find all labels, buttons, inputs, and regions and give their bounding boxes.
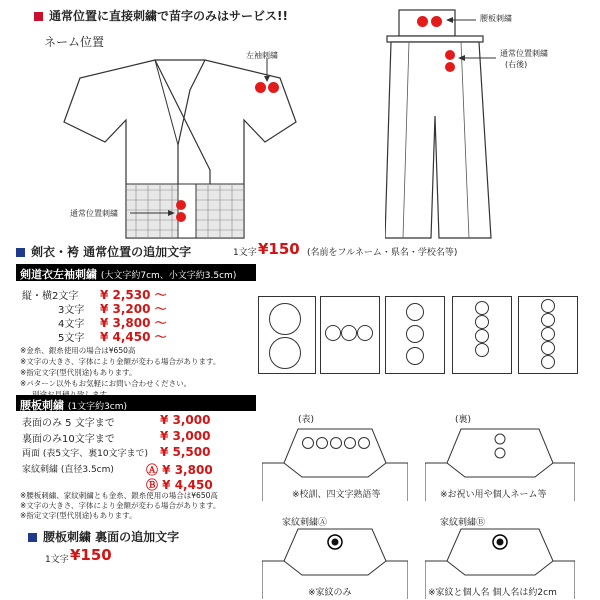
hakama-illustration: [385, 6, 495, 242]
price-row-value: ¥ 3,800 〜: [100, 316, 167, 330]
section3-bar-title: 腰板刺繍: [20, 399, 64, 412]
pattern-circle: [406, 325, 424, 343]
section3-bar-sub: (1文字約3cm): [67, 402, 128, 412]
price-row-value: ¥ 4,450 〜: [100, 330, 167, 344]
pointer-arrow-icon: [130, 208, 176, 218]
hakama-dot: [445, 50, 455, 60]
square-bullet-icon: [28, 533, 37, 542]
kamon-a-label: 家紋刺繍Ⓐ: [282, 518, 328, 528]
price-row-value: Ⓐ ¥ 3,800: [146, 463, 213, 477]
pattern-circle: [406, 303, 424, 321]
note-line: ※文字の大きさ、字体により金額が変わる場合があります。: [20, 357, 221, 366]
pattern-circle: [475, 329, 489, 343]
pattern-box-5: [452, 296, 512, 374]
pattern-box-6: [518, 296, 578, 374]
pattern-box-3: [320, 296, 380, 374]
pattern-circle: [541, 355, 555, 369]
price-row-label: 縦・横2文字: [22, 291, 79, 302]
pointer-arrow-icon: [446, 15, 478, 25]
koshiita-dot: [417, 16, 428, 27]
price-row-value: ¥ 3,000: [160, 413, 211, 427]
price-row-value: ¥ 3,200 〜: [100, 302, 167, 316]
section4-unit: 1文字: [45, 555, 69, 565]
square-bullet-icon: [34, 12, 43, 21]
price-row-label: 3文字: [58, 305, 85, 316]
section4-price: ¥150: [70, 546, 112, 564]
pattern-circle: [541, 341, 555, 355]
section3-notes: [20, 491, 220, 521]
section2-bar: [16, 264, 256, 281]
normal-position-label: 通常位置刺繍: [70, 209, 118, 218]
pattern-circle: [406, 347, 424, 365]
pattern-circle: [541, 327, 555, 341]
section1-unit: 1文字: [233, 248, 257, 258]
kamon-b-note: ※家紋と個人名 個人名は約2cm: [428, 588, 557, 598]
price-row-label: 4文字: [58, 319, 85, 330]
note-line: ※指定文字(型代別途)もあります。: [20, 511, 137, 520]
left-sleeve-label: 左袖刺繍: [246, 51, 278, 60]
price-row-value: ¥ 3,000: [160, 429, 211, 443]
pattern-circle: [475, 301, 489, 315]
pattern-box-4: [385, 296, 445, 374]
note-line: ※腰板刺繍、家紋刺繍とも金糸、銀糸使用の場合は¥650高: [20, 491, 218, 500]
price-row-value: ¥ 2,530 〜: [100, 288, 167, 302]
pointer-arrow-icon: [458, 53, 498, 63]
pattern-circle: [325, 325, 341, 341]
price-row-label: 5文字: [58, 333, 85, 344]
price-row-value: ¥ 5,500: [160, 445, 211, 459]
koshiita-label: 腰板刺繍: [480, 14, 512, 23]
price-row-value: Ⓑ ¥ 4,450: [146, 478, 213, 492]
section2-bar-sub: (大文字約7cm、小文字約3.5cm): [100, 271, 237, 281]
pattern-circle: [357, 325, 373, 341]
front-note: ※校訓、四文字熟語等: [292, 490, 381, 500]
right-back-label: 通常位置刺繍: [500, 49, 548, 58]
section1-price: ¥150: [258, 240, 300, 258]
koshiita-dot: [431, 16, 442, 27]
pattern-circle: [475, 315, 489, 329]
section3-bar: [16, 395, 256, 411]
pointer-arrow-icon: [262, 58, 272, 84]
note-line: ※文字の大きさ、字体により金額が変わる場合があります。: [20, 501, 221, 510]
back-label: (裏): [455, 415, 472, 425]
pattern-circle: [269, 337, 301, 369]
pattern-circle: [475, 343, 489, 357]
section1-title: 剣衣・袴 通常位置の追加文字: [16, 243, 191, 260]
body-dot: [176, 212, 186, 222]
note-line: ※指定文字(型代別途)もあります。: [20, 368, 137, 377]
section4-title: 腰板刺繍 裏面の追加文字: [28, 528, 179, 545]
pattern-circle: [541, 299, 555, 313]
body-dot: [176, 200, 186, 210]
pattern-circle: [341, 325, 357, 341]
front-label: (表): [298, 415, 315, 425]
kamon-b-label: 家紋刺繍Ⓑ: [440, 518, 486, 528]
header-notice: 通常位置に直接刺繍で苗字のみはサービス!!: [34, 7, 288, 24]
right-back-sub-label: (右後): [505, 60, 528, 69]
price-row-label: 家紋刺繍 (直径3.5cm): [22, 465, 114, 475]
note-line: ※パターン以外もお気軽にお問い合わせください。: [20, 379, 192, 388]
note-line: ※金糸、銀糸使用の場合は¥650高: [20, 346, 136, 355]
pattern-circle: [269, 303, 301, 335]
name-position-title: ネーム位置: [44, 35, 105, 49]
pattern-box-2: [258, 296, 316, 374]
section2-bar-title: 剣道衣左袖刺繍: [20, 268, 97, 281]
kamon-a-note: ※家紋のみ: [308, 588, 352, 598]
pattern-circle: [541, 313, 555, 327]
back-note: ※お祝い用や個人ネーム等: [440, 490, 547, 500]
square-bullet-icon: [16, 248, 25, 257]
section1-note: (名前をフルネーム・県名・学校名等): [307, 248, 458, 258]
price-row-label: 両面 (表5文字、裏10文字まで): [22, 449, 149, 459]
hakama-dot: [445, 62, 455, 72]
section2-notes: [20, 345, 220, 400]
price-row-label: 裏面のみ10文字まで: [22, 434, 115, 445]
price-row-label: 表面のみ 5 文字まで: [22, 418, 115, 429]
